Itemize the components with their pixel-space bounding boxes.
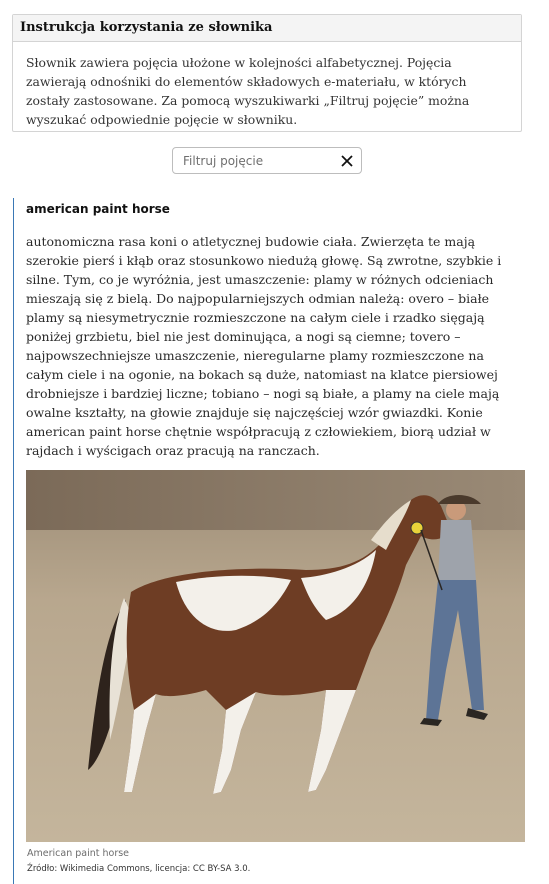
instructions-panel: [12, 14, 522, 132]
horse-photo: [26, 470, 525, 842]
photo-source: Źródło: Wikimedia Commons, licencja: CC BY-SA 3.0.: [27, 864, 251, 874]
photo-caption: American paint horse: [27, 848, 130, 859]
instructions-heading: Instrukcja korzystania ze słownika: [13, 15, 521, 42]
entry-term: american paint horse: [26, 202, 170, 216]
filter-box: [172, 147, 362, 174]
close-icon[interactable]: [340, 153, 354, 167]
filter-input[interactable]: [173, 148, 328, 173]
instructions-text: Słownik zawiera pojęcia ułożone w kolejności alfabetycznej. Pojęcia zawierają odnośniki do elementów składowych e-materiału, w których zostały zastosowane. Za pomocą wyszukiwarki „Filtruj pojęcie” można wyszukać odpowiednie pojęcie w słowniku.: [26, 55, 470, 127]
entry-definition: autonomiczna rasa koni o atletycznej budowie ciała. Zwierzęta te mają szerokie pierś i kłąb oraz stosunkowo niedużą głowę. Są zwrotne, szybkie i silne. Tym, co je wyróżnia, jest umaszczenie: plamy w różnych odcieniach mieszają się z bielą. Do najpopularniejszych odmian należą: overo – białe plamy są niesymetrycznie rozmieszczone na całym ciele i rzadko sięgają poniżej grzbietu, biel nie jest dominująca, a nogi są ciemne; tovero – najpowszechniejsze umaszczenie, nieregularne plamy rozmieszczone na całym ciele i na ogonie, na bokach są duże, natomiast na klatce piersiowej drobniejsze i bardziej liczne; tobiano – nogi są białe, a plamy na ciele mają owalne kształty, na głowie znajduje się najczęściej wzór gwiazdki. Konie american paint horse chętnie współpracują z człowiekiem, biorą udział w rajdach i wyścigach oraz pracują na ranczach.: [26, 234, 502, 458]
glossary-entry: [13, 198, 534, 884]
